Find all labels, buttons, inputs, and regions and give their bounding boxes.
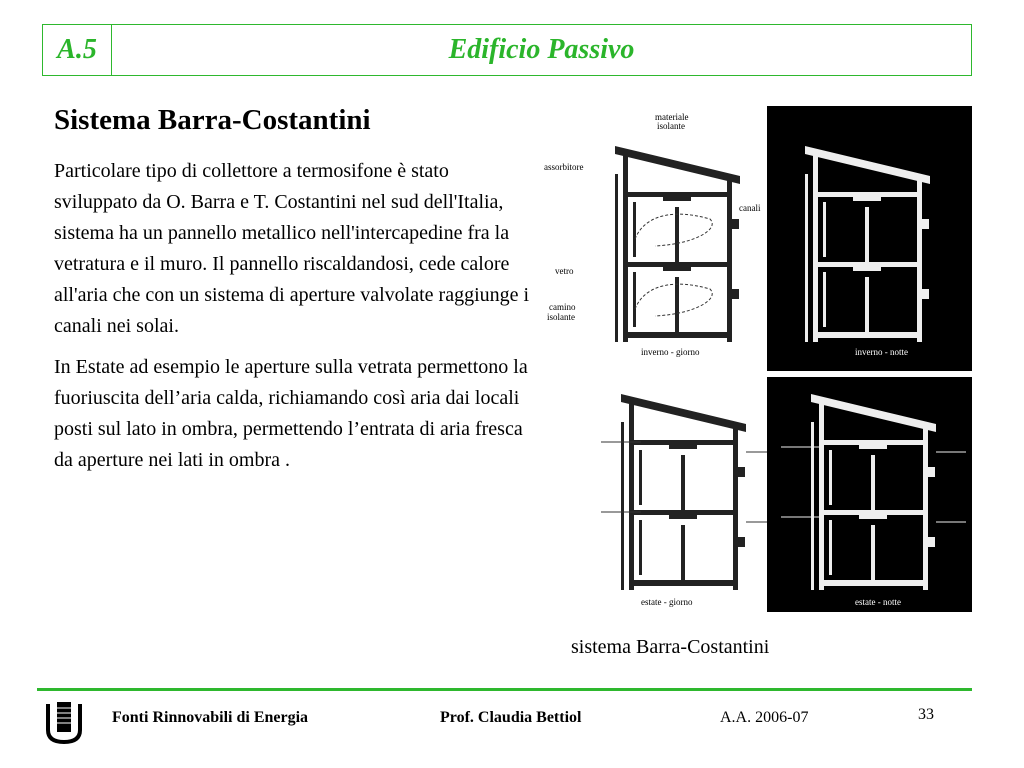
panel-winter-night-bg	[767, 106, 972, 371]
header-title: Edificio Passivo	[448, 34, 635, 65]
paragraph-1: Particolare tipo di collettore a termosifone è stato sviluppato da O. Barra e T. Costantini nel sud dell'Italia, sistema ha un pannello metallico nell'intercapedine fra la vetratura e il muro. Il pannello riscaldandosi, cede calore all'aria che con un sistema di aperture valvolate raggiunge i canali nei solai.	[54, 160, 530, 337]
page-number: 33	[918, 706, 934, 723]
label-summer-day: estate - giorno	[641, 597, 693, 607]
footer-course: Fonti Rinnovabili di Energia	[112, 709, 309, 726]
label-vetro: vetro	[555, 266, 574, 276]
label-summer-night: estate - notte	[855, 597, 901, 607]
footer-divider	[37, 688, 972, 691]
label-assorbitore: assorbitore	[544, 162, 584, 172]
label-materiale: materiale	[655, 112, 689, 122]
label-canali: canali	[739, 203, 761, 213]
barra-costantini-diagram	[543, 104, 973, 612]
panel-winter-day	[615, 146, 740, 342]
label-isolante: isolante	[657, 121, 685, 131]
section-number: A.5	[57, 34, 97, 65]
university-logo-icon	[42, 700, 86, 744]
paragraph-2: In Estate ad esempio le aperture sulla vetrata permettono la fuoriuscita dell’aria calda, richiamando così aria dai locali posti sul lato in ombra, permettendo l’entrata di aria fresca da aperture nei lati in ombra .	[54, 356, 528, 471]
body-text	[54, 156, 534, 486]
footer-year: A.A. 2006-07	[720, 709, 809, 726]
figure-caption: sistema Barra-Costantini	[571, 636, 770, 658]
label-winter-day: inverno - giorno	[641, 347, 700, 357]
label-isolante-camino: isolante	[547, 312, 575, 322]
label-winter-night: inverno - notte	[855, 347, 908, 357]
slide-header	[42, 24, 972, 76]
panel-summer-day	[601, 394, 781, 590]
footer-professor: Prof. Claudia Bettiol	[440, 709, 582, 726]
label-camino: camino	[549, 302, 576, 312]
slide-title: Sistema Barra-Costantini	[54, 104, 371, 136]
